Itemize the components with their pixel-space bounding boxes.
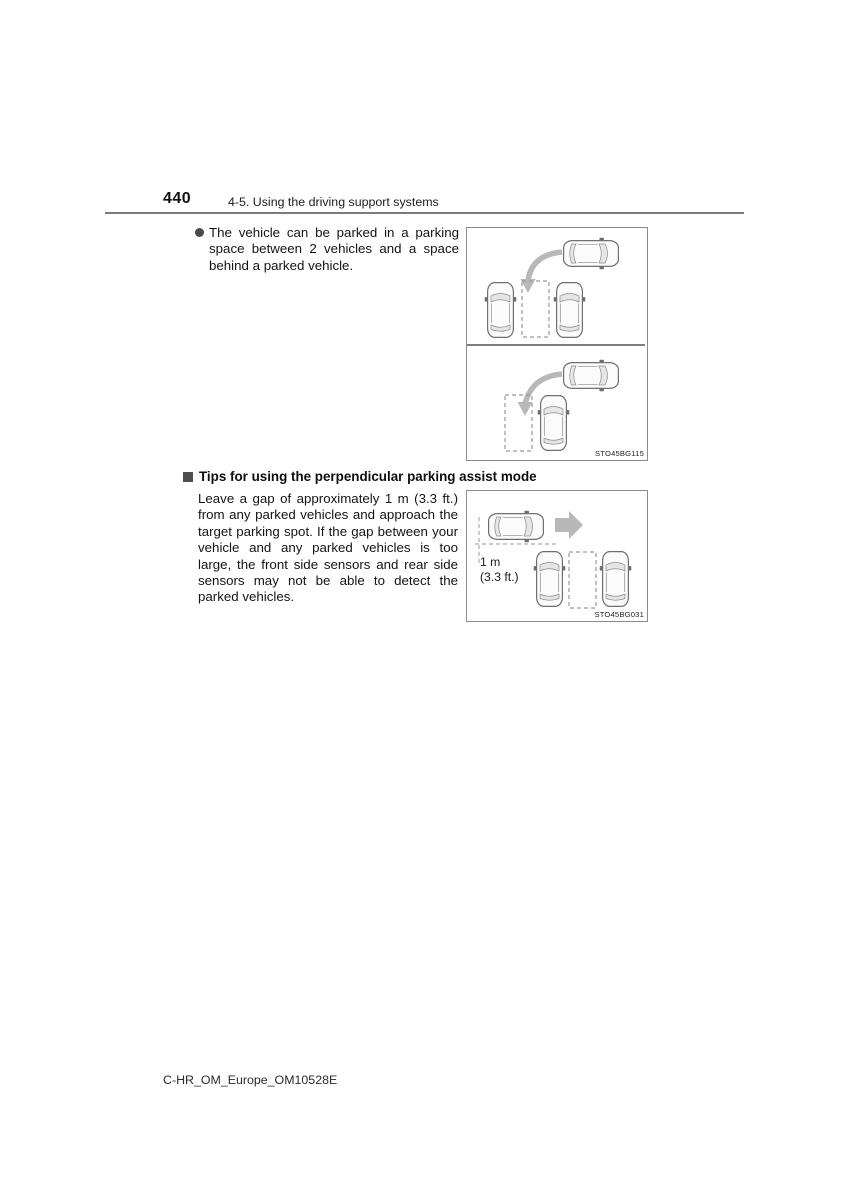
gap-distance-imperial: (3.3 ft.) — [480, 570, 519, 584]
parked-car-icon — [600, 552, 632, 607]
parking-spot-outline — [522, 281, 549, 337]
parked-car-icon — [534, 552, 566, 607]
approaching-car-icon — [489, 511, 544, 543]
gap-distance-label — [480, 555, 519, 585]
parked-car-icon — [554, 283, 586, 338]
tips-section-heading — [183, 469, 743, 484]
bullet-paragraph — [195, 225, 459, 274]
gap-distance-metric: 1 m — [480, 555, 501, 569]
figure-parallel-parking — [466, 227, 648, 461]
parking-spot-outline — [569, 552, 596, 608]
parked-car-icon — [538, 396, 570, 451]
maneuver-arrow — [528, 252, 562, 281]
maneuver-arrowhead — [518, 402, 533, 416]
direction-arrow — [555, 511, 583, 539]
figure-caption: STO45BG031 — [594, 610, 644, 619]
section-square-icon — [183, 472, 193, 482]
header-rule — [105, 212, 744, 214]
page-number: 440 — [163, 190, 192, 207]
figure-perpendicular-parking — [466, 490, 648, 622]
document-code-footer: C-HR_OM_Europe_OM10528E — [163, 1073, 338, 1087]
figure-parallel-illustration — [467, 228, 645, 458]
moving-car-icon — [564, 238, 619, 270]
figure-caption: STO45BG115 — [595, 449, 644, 458]
tips-paragraph: Leave a gap of approximately 1 m (3.3 ft.) from any parked vehicles and approach the target parking spot. If the gap between your vehicle and any parked vehicles is too large, the front side sensors and rear side sensors may not be able to detect the parked vehicles. — [198, 491, 458, 605]
parked-car-icon — [485, 283, 517, 338]
bullet-icon — [195, 228, 204, 237]
chapter-header: 4-5. Using the driving support systems — [228, 195, 439, 209]
bullet-paragraph-text: The vehicle can be parked in a parking space between 2 vehicles and a space behind a parked vehicle. — [209, 225, 459, 273]
tips-heading-text: Tips for using the perpendicular parking assist mode — [199, 469, 537, 484]
moving-car-icon — [564, 360, 619, 392]
